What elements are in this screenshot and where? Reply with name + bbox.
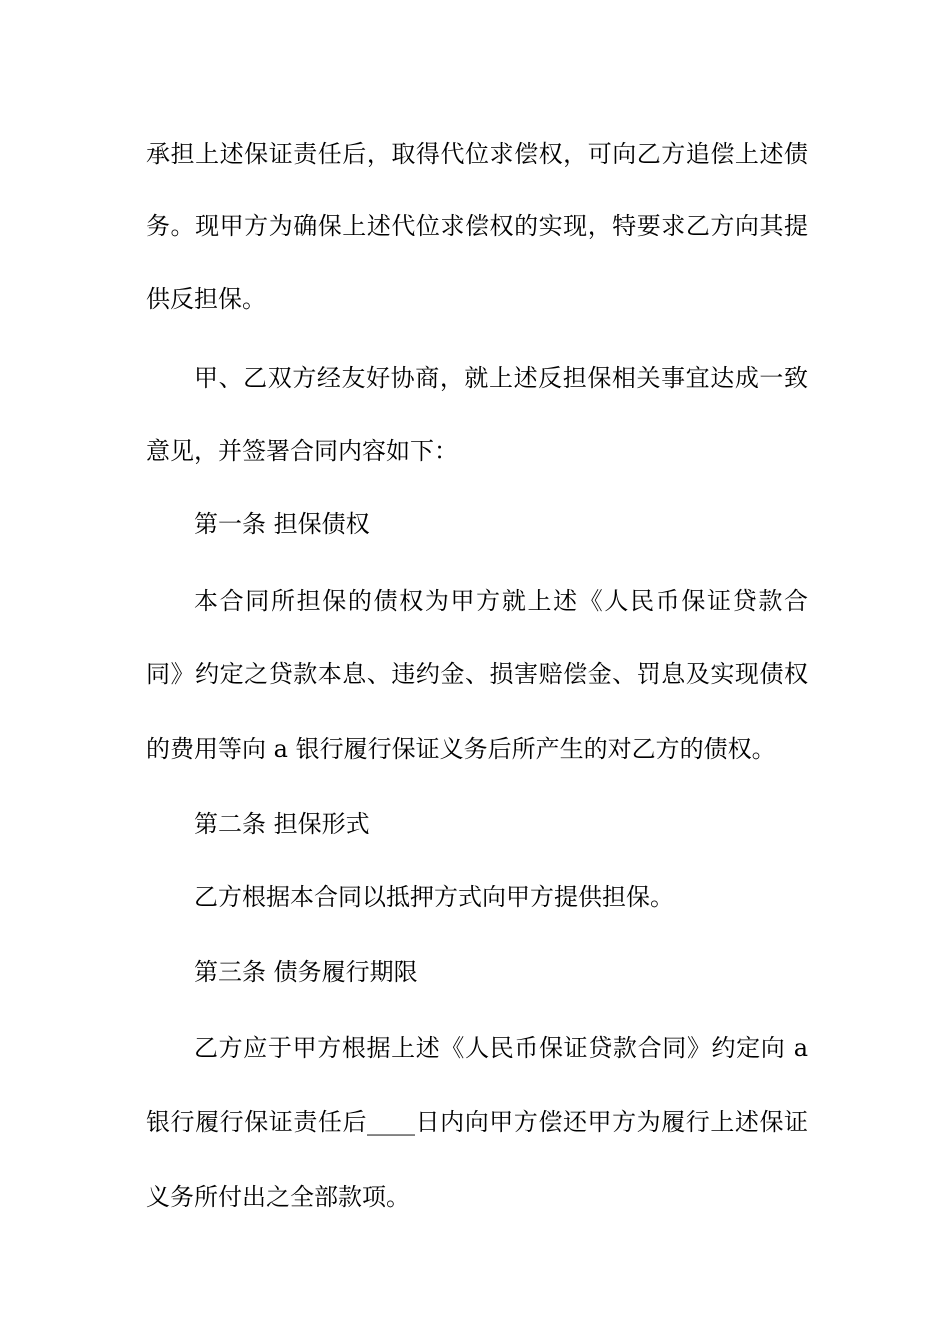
article-1-line-1: 本合同所担保的债权为甲方就上述《人民币保证贷款合 bbox=[194, 587, 808, 615]
paragraph-1-line-2: 务。现甲方为确保上述代位求偿权的实现，特要求乙方向其提 bbox=[146, 212, 808, 240]
article-3-line-1: 乙方应于甲方根据上述《人民币保证贷款合同》约定向 a bbox=[194, 1034, 808, 1062]
article-1-heading: 第一条 担保债权 bbox=[194, 510, 370, 538]
paragraph-2-line-2: 意见，并签署合同内容如下： bbox=[146, 437, 458, 465]
paragraph-1-line-1: 承担上述保证责任后，取得代位求偿权，可向乙方追偿上述债 bbox=[146, 140, 808, 168]
paragraph-1-line-3: 供反担保。 bbox=[146, 285, 266, 313]
paragraph-2-line-1: 甲、乙双方经友好协商，就上述反担保相关事宜达成一致 bbox=[194, 364, 808, 392]
article-2-heading: 第二条 担保形式 bbox=[194, 810, 370, 838]
article-3-line-2: 银行履行保证责任后____日内向甲方偿还甲方为履行上述保证 bbox=[146, 1108, 808, 1136]
article-1-line-3: 的费用等向 a 银行履行保证义务后所产生的对乙方的债权。 bbox=[146, 735, 776, 763]
article-3-heading: 第三条 债务履行期限 bbox=[194, 958, 418, 986]
article-2-line-1: 乙方根据本合同以抵押方式向甲方提供担保。 bbox=[194, 883, 674, 911]
article-1-line-2: 同》约定之贷款本息、违约金、损害赔偿金、罚息及实现债权 bbox=[146, 660, 808, 688]
article-3-line-3: 义务所付出之全部款项。 bbox=[146, 1183, 410, 1211]
